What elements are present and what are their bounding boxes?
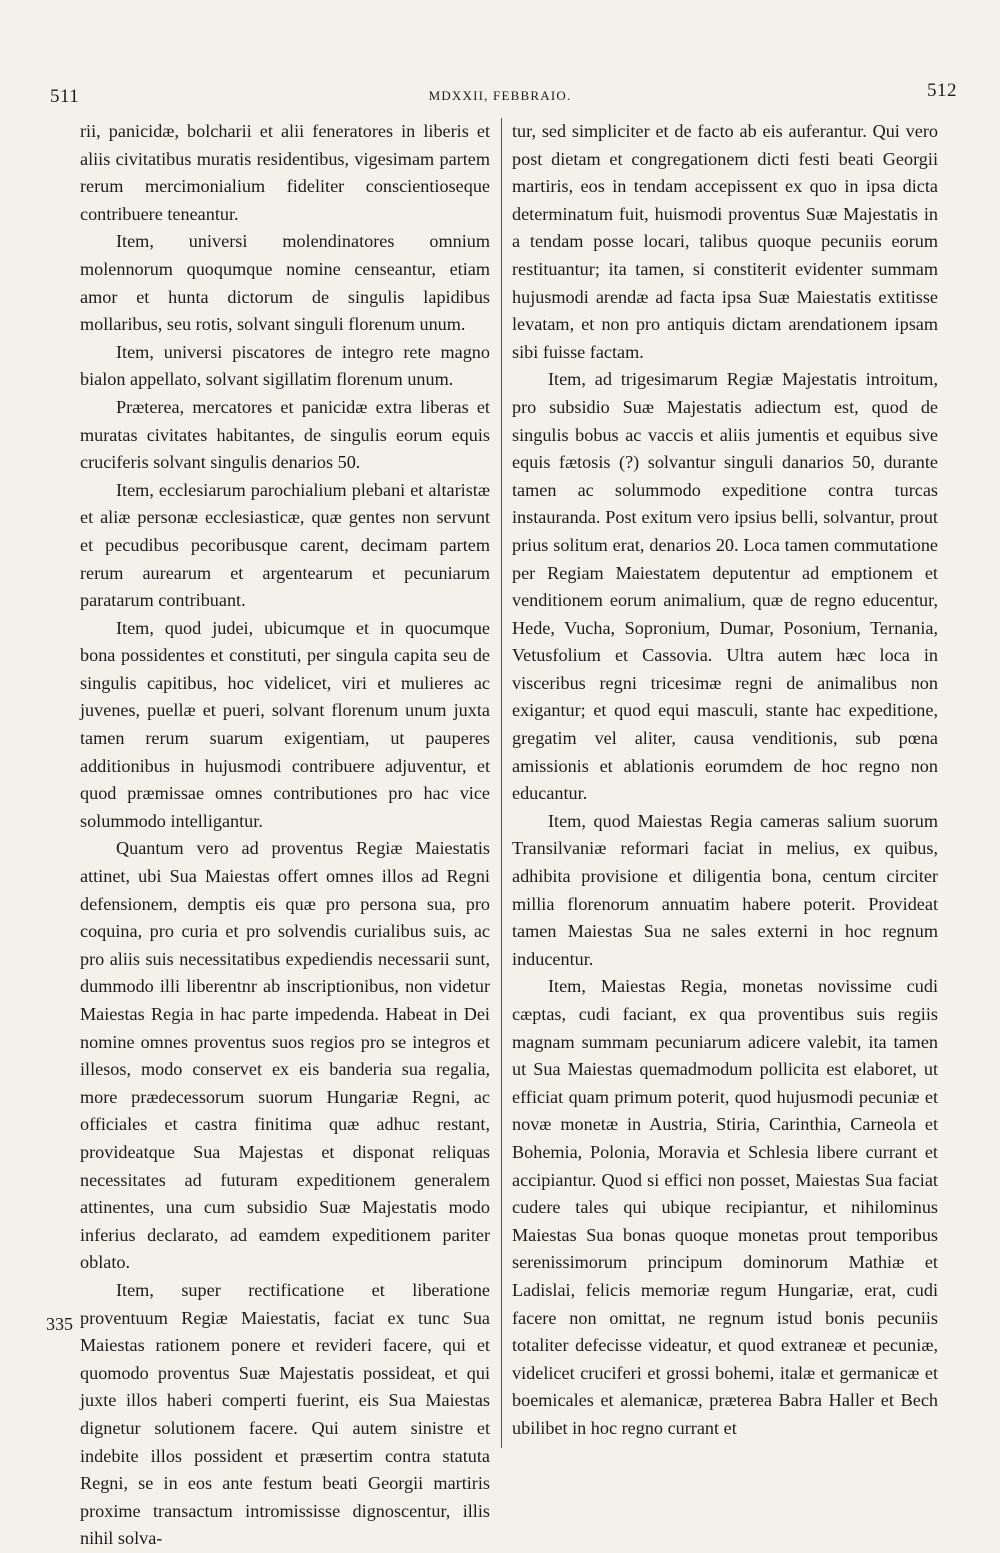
right-column bbox=[512, 118, 938, 1443]
paragraph: Item, ecclesiarum parochialium plebani et altaristæ et aliæ personæ ecclesiasticæ, quæ gentes non servunt et pecudibus pecoribusque carent, decimam partem rerum aurearum et argentearum et pecuniarum paratarum contribuant. bbox=[80, 479, 490, 611]
paragraph: Item, quod judei, ubicumque et in quocumque bona possidentes et constituti, per singula capita seu de singulis capitibus, hoc videlicet, viri et mulieres ac juvenes, puellæ et pueri, solvant florenum unum juxta tamen rerum suarum exigentiam, ut pauperes additionibus in hujusmodi contribuere adjuventur, et quod præmissae omnes contributiones pro hac vice solummodo intelligantur. bbox=[80, 617, 490, 831]
right-page-number: 512 bbox=[927, 80, 957, 101]
paragraph: Item, Maiestas Regia, monetas novissime cudi cæptas, cudi faciant, ex qua proventibus suis regiis magnam summam pecuniarum adicere valebit, ita tamen ut Sua Maiestas quemadmodum pollicita est elaboret, ut efficiat quam primum poterit, quod hujusmodi pecuniæ et novæ monetæ in Austria, Stiria, Carinthia, Carneola et Bohemia, Polonia, Moravia et Schlesia libere currant et accipiantur. Quod si effici non posset, Maiestas Sua faciat cudere tales qui ubique recipiantur, et nihilominus Maiestas Sua bonas quoque monetas prout temporibus serenissimorum principum dominorum Mathiæ et Ladislai, felicis memoriæ regum Hungariæ, erat, cudi facere non omittat, ne regnum istud bonis pecuniis totaliter defecisse videatur, et quod extraneæ et pecuniæ, videlicet cruciferi et grossi bohemi, italæ et germanicæ et boemicales et alemanicæ, præterea Babra Haller et Bech ubilibet in hoc regno currant et bbox=[512, 976, 938, 1438]
paragraph: Præterea, mercatores et panicidæ extra liberas et muratas civitates habitantes, de singulis eorum equis cruciferis solvant singulis denarios 50. bbox=[80, 396, 490, 473]
running-head: MDXXII, FEBBRAIO. bbox=[428, 88, 572, 103]
paragraph: rii, panicidæ, bolcharii et alii feneratores in liberis et aliis civitatibus muratis residentibus, vigesimam partem rerum mercimonialium fideliter conscientioseque contribuere teneantur. bbox=[80, 121, 490, 224]
paragraph: Item, universi molendinatores omnium molennorum quoqumque nomine censeantur, etiam amor et hunta dictorum de singulis lapidibus mollaribus, seu rotis, solvant singuli florenum unum. bbox=[80, 231, 490, 335]
paragraph: Item, super rectificatione et liberatione proventuum Regiæ Maiestatis, faciat ex tunc Sua Maiestas rationem ponere et revideri facere, qui et quomodo proventus Suæ Majestatis possideat, et qui juxte illos haberi comperti fuerint, eis Sua Maiestas dignetur solutionem facere. Qui autem sinistre et indebite illos possident et præsertim contra statuta Regni, se in eos ante festum beati Georgii martiris proxime transactum intromississe dignoscentur, illis nihil solva- bbox=[80, 1279, 490, 1549]
paragraph: tur, sed simpliciter et de facto ab eis auferantur. Qui vero post dietam et congregationem dicti festi beati Georgii martiris, eos in tendam accepissent ex quo in ipsa dicta determinatum fuit, huismodi proventus Suæ Majestatis in a tendam posse locari, talibus quoque pecuniis eorum restituantur; ita tamen, si constiterit evidenter summam hujusmodi arendæ ad facta ipsa Suæ Maiestatis extitisse levatam, et non pro antiquis dictam arendationem ipsam sibi fuisse factam. bbox=[512, 121, 938, 362]
paragraph: Quantum vero ad proventus Regiæ Maiestatis attinet, ubi Sua Maiestas offert omnes illos ad Regni defensionem, demptis eis quæ pro persona sua, pro coquina, pro curia et pro solvendis curialibus suis, ac pro aliis suis necessitatibus expediendis necessarii sunt, dummodo illi liberentnr ab inscriptionibus, non videtur Maiestas Regia in hac parte impedenda. Habeat in Dei nomine omnes proventus suos regios pro se integros et illesos, modo conservet ex eis banderia sua regalia, more prædecessorum suorum Hungariæ Regni, ac officiales et castra finitima quæ adhuc restant, provideatque Sua Majestas et disponat reliquas necessitates ad futuram expeditionem generalem attinentes, una cum subsidio Suæ Majestatis modo inferius declarato, ad eamdem expeditionem pariter oblato. bbox=[80, 838, 490, 1273]
margin-note: 335 bbox=[46, 1314, 73, 1334]
left-column bbox=[80, 118, 490, 1553]
paragraph: Item, quod Maiestas Regia cameras salium suorum Transilvaniæ reformari faciat in melius, ex quibus, adhibita provisione et diligentia bona, centum circiter millia florenorum annuatim habere poterit. Provideat tamen Maiestas Sua ne sales externi in hoc regnum inducentur. bbox=[512, 810, 938, 969]
paragraph: Item, ad trigesimarum Regiæ Majestatis introitum, pro subsidio Suæ Majestatis adiectum est, quod de singulis bobus ac vaccis et aliis jumentis et equibus sive equis fætosis (?) solvantur singuli danarios 50, durante tamen ac solummodo expeditione contra turcas instauranda. Post exitum vero ipsius belli, solvantur, prout prius solitum erat, denarios 20. Loca tamen commutatione per Regiam Maiestatem deputentur ad emptionem et venditionem eorum animalium, quæ de regno educentur, Hede, Vucha, Sopronium, Dumar, Posonium, Ternania, Vetusfolium et Cassovia. Ultra autem hæc loca in visceribus regni tricesimæ regni de animalibus non exigantur; et quod equi masculi, stante hac expeditione, gregatim vel aliter, causa venditionis, sub pœna amissionis et ablationis eorumdem de hoc regno non educantur. bbox=[512, 369, 938, 804]
paragraph: Item, universi piscatores de integro rete magno bialon appellato, solvant sigillatim florenum unum. bbox=[80, 341, 490, 390]
left-page-number: 511 bbox=[50, 86, 80, 107]
column-divider bbox=[501, 118, 502, 1448]
